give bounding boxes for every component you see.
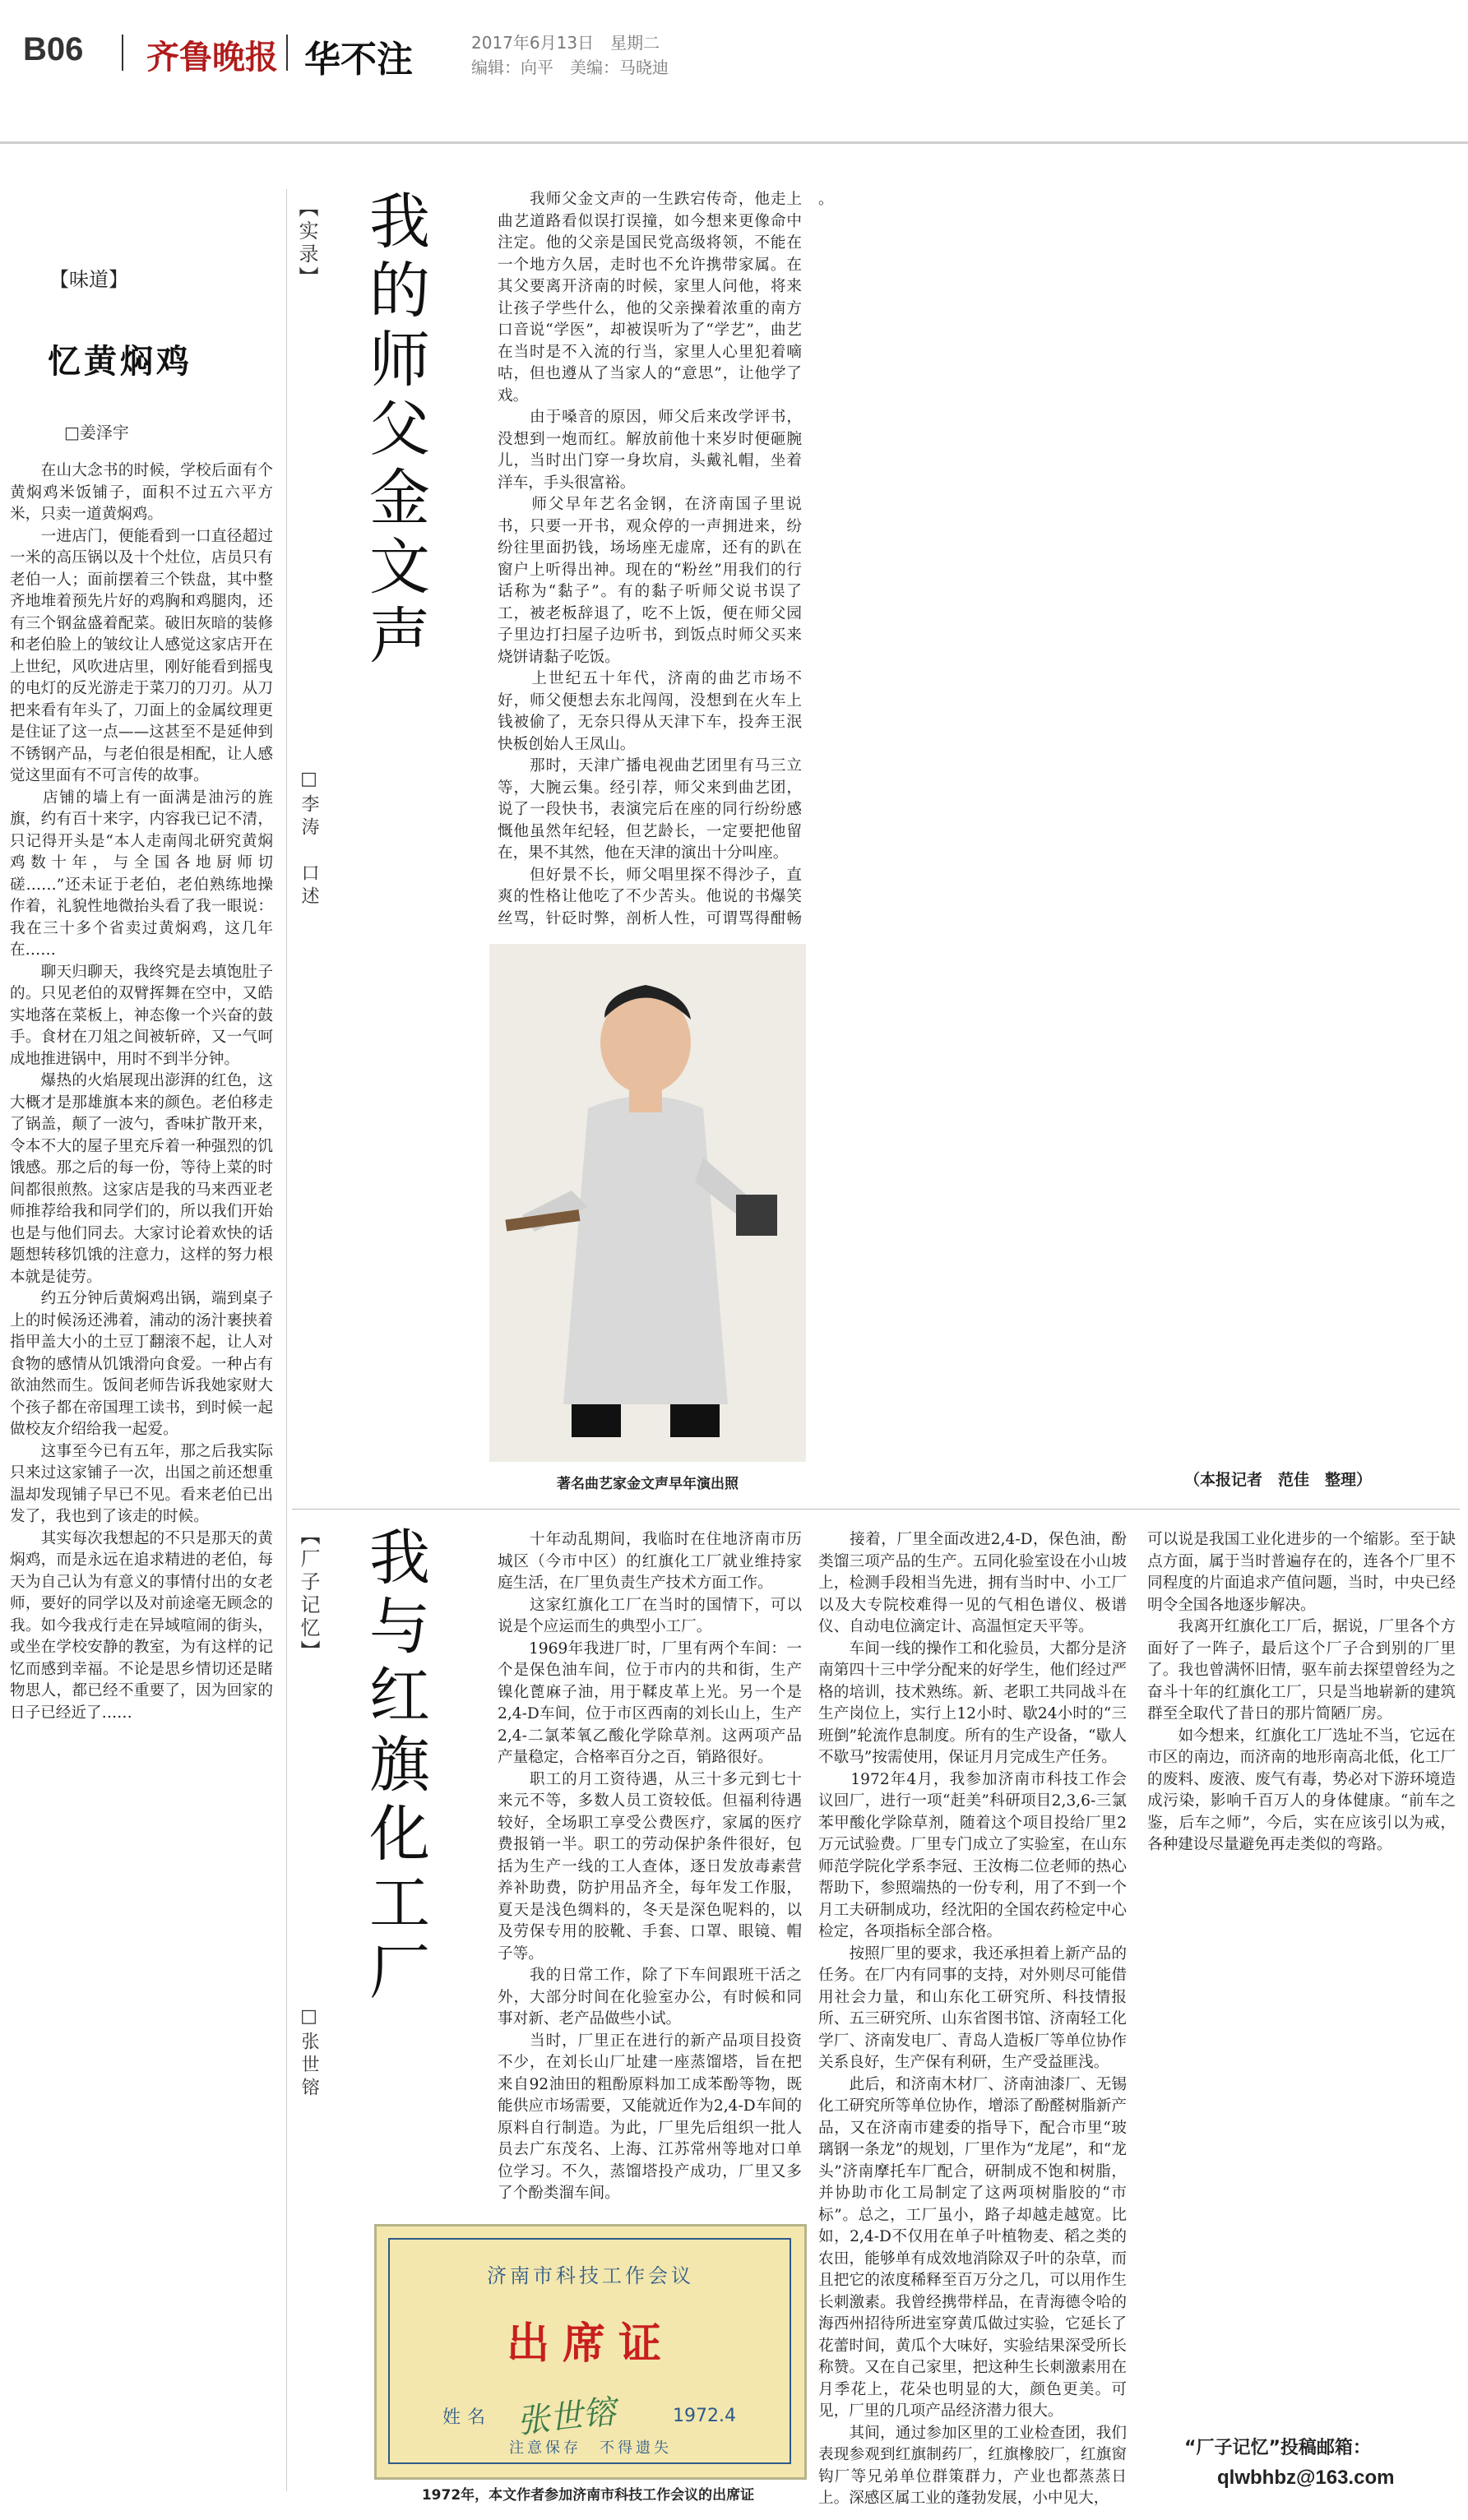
article-body-part: 我师父金文声的一生跌宕传奇，他走上曲艺道路看似误打误撞，如今想来更像命中注定。他的父亲是国民党高级将领，不能在一个地方久居，走时也不允许携带家属。在其父要离开济南的时候，家里人问他，将来让孩子学些什么，他的父亲操着浓重的南方口音说“学医”，却被误听为了“学艺”，曲艺在当时是不入流的行当，家里人心里犯着嘀咕，但也遵从了当家人的“意思”，让他学了戏。 由于嗓音的原因，师父后来改学评书，没想到一炮而红。解放前他十来岁时便砸腕儿，当时出门穿一身坎肩，头戴礼帽，坐着洋车，手头很富裕。 师父早年艺名金钢，在济南国子里说书，只要一开书，观众停的一声拥进来，纷纷往里面扔钱，场场座无虚席，还有的趴在窗户上听得出神。现在的“粉丝”用我们的行话称为“黏子”。有的黏子听师父说书误了工，被老板辞退了，吃不上饭，便在师父园子里边打扫屋子边听书，到饭点时师父买来烧饼请黏子吃饭。 上世纪五十年代，济南的曲艺市场不好，师父便想去东北闯闯，没想到在火车上钱被偷了，无奈只得从天津下车，投奔王泯快板创始人王凤山。 那时，天津广播电视曲艺团里有马三立等，大腕云集。经引荐，师父来到曲艺团，说了一段快书，表演完后在座的同行纷纷感慨他虽然年纪轻，但艺龄长，一定要把他留在，果不其然，他在天津的演出十分叫座。 但好景不长，师父唱里探不得沙子，直爽的性格让他吃了不少苦头。他说的书爆笑丝骂，针砭时弊，剖析人性，可谓骂得酣畅 <box>498 191 802 927</box>
section-title: 华不注 <box>304 39 413 81</box>
page-number: B06 <box>23 31 84 67</box>
submission-email[interactable]: qlwbhbz@163.com <box>1217 2467 1395 2489</box>
submission-label: “厂子记忆”投稿邮箱： <box>1184 2438 1371 2458</box>
article-body-part <box>1147 189 1456 1463</box>
newspaper-logo: 齐鲁晚报 <box>146 38 278 76</box>
performer-photo <box>489 944 806 1462</box>
header-rule <box>0 141 1468 144</box>
attendance-certificate <box>374 2224 807 2480</box>
divider <box>286 35 288 71</box>
section-divider <box>292 1509 1460 1510</box>
certificate-signature: 张世镕 <box>515 2393 618 2442</box>
column-divider <box>286 189 287 2491</box>
date-line: 2017年6月13日 星期二 <box>471 33 660 53</box>
article-author: □张世镕 <box>299 2006 319 2101</box>
column-tag: 【实录】 <box>295 197 318 289</box>
certificate-title: 出席证 <box>506 2319 674 2369</box>
divider <box>122 35 123 71</box>
editor-line: 编辑：向平 美编：马晓迪 <box>471 58 669 77</box>
article-body-part: 可以说是我国工业化进步的一个缩影。至于缺点方面，属于当时普遍存在的，连各个厂里不同程度的片面追求产值问题，当时，中央已经明令全国各地逐步解决。 我离开红旗化工厂后，据说，厂里各个方面好了一阵子，最后这个厂子合到别的厂里了。我也曾满怀旧情，驱车前去探望曾经为之奋斗十年的红旗化工厂，只是当地崭新的建筑群至全取代了昔日的那片简陋厂房。 如今想来，红旗化工厂选址不当，它远在市区的南边，而济南的地形南高北低，化工厂的废料、废液、废气有毒，势必对下游环境造成污染，影响千百万人的身体健康。“前车之鉴，后车之师”，今后，实在应该引以为戒，各种建设尽量避免再走类似的弯路。 <box>1147 1531 1456 1853</box>
certificate-date: 1972.4 <box>673 2406 736 2426</box>
article-title: 我的师父金文声 <box>359 189 430 673</box>
column-tag: 【味道】 <box>49 268 128 291</box>
article-author: □李涛 口述 <box>299 769 319 909</box>
article-title: 忆黄焖鸡 <box>48 343 192 381</box>
editor-signoff: （本报记者 范佳 整理） <box>1184 1471 1373 1489</box>
article-body-part: 十年动乱期间，我临时在住地济南市历城区（今市中区）的红旗化工厂就业维持家庭生活，在厂里负责生产技术方面工作。 这家红旗化工厂在当时的国情下，可以说是个应运而生的典型小工厂。 1969年我进厂时，厂里有两个车间：一个是保色油车间，位于市内的共和街，生产镍化蓖麻子油，用于鞣皮革上光。另一个是2,4-D车间，位于市区西南的刘长山上，生产2,4-二氯苯氧乙酸化学除草剂。这两项产品产量稳定，合格率百分之百，销路很好。 职工的月工资待遇，从三十多元到七十来元不等，多数人员工资较低。但福利待遇较好，全场职工享受公费医疗，家属的医疗费报销一半。职工的劳动保护条件很好，包括为生产一线的工人查体，逐日发放毒素营养补助费，防护用品齐全，每年发工作服，夏天是浅色绸料的，冬天是深色呢料的，以及劳保专用的胶靴、手套、口罩、眼镜、帽子等。 我的日常工作，除了下车间跟班干活之外，大部分时间在化验室办公，有时候和同事对新、老产品做些小试。 当时，厂里正在进行的新产品项目投资不少，在刘长山厂址建一座蒸馏塔，旨在把来自92油田的粗酚原料加工成苯酚等物，既能供应市场需要，又能就近作为2,4-D车间的原料自行制造。为此，厂里先后组织一批人员去广东茂名、上海、江苏常州等地对口单位学习。不久，蒸馏塔投产成功，厂里又多了个酚类溜车间。 <box>498 1531 802 2202</box>
certificate-caption: 1972年，本文作者参加济南市科技工作会议的出席证 <box>421 2487 755 2504</box>
article-body: 在山大念书的时候，学校后面有个黄焖鸡米饭铺子，面积不过五六平方米，只卖一道黄焖鸡。 一进店门，便能看到一口直径超过一米的高压锅以及十个灶位，店员只有老伯一人；面前摆着三个铁盘，其中整齐地堆着预先片好的鸡胸和鸡腿肉，还有三个钢盆盛着配菜。破旧灰暗的装修和老伯脸上的皱纹让人感觉这家店开在上世纪，风吹进店里，刚好能看到摇曳的电灯的反光游走于菜刀的刀刃。从刀把来看有年头了，刀面上的金属纹理更是住证了这一点——这甚至不是延伸到不锈钢产品，与老伯很是相配，让人感觉这里面有不可言传的故事。 店铺的墙上有一面满是油污的旌旗，约有百十来字，内容我已记不清，只记得开头是“本人走南闯北研究黄焖鸡数十年，与全国各地厨师切磋……”还未证于老伯，老伯熟练地操作着，礼貌性地微抬头看了我一眼说：我在三十多个省卖过黄焖鸡，这几年在…… 聊天归聊天，我终究是去填饱肚子的。只见老伯的双臂挥舞在空中，又皓实地落在菜板上，神态像一个兴奋的鼓手。食材在刀俎之间被斩碎，又一气呵成地推进锅中，用时不到半分钟。 爆热的火焰展现出澎湃的红色，这大概才是那雄旗本来的颜色。老伯移走了锅盖，颠了一波勺，香味扩散开来，令本不大的屋子里充斥着一种强烈的饥饿感。那之后的每一份，等待上菜的时间都很煎熬。这家店是我的马来西亚老师推荐给我和同学们的，所以我们开始也是与他们同去。大家讨论着欢快的话题想转移饥饿的注意力，这样的努力根本就是徒劳。 约五分钟后黄焖鸡出锅，端到桌子上的时候汤还沸着，浦动的汤汁裹挟着指甲盖大小的土豆丁翻滚不起，让人对食物的感情从饥饿滑向食爱。一种占有欲油然而生。饭间老师告诉我她家财大个孩子都在帝国理工读书，到时候一起做校友介绍给我一起爱。 这事至今已有五年，那之后我实际只来过这家铺子一次，出国之前还想重温却发现铺子早已不见。看来老伯已出发了，我也到了该走的时候。 其实每次我想起的不只是那天的黄焖鸡，而是永远在追求精进的老伯，每天为自己认为有意义的事情付出的女老师，要好的同学以及对前途毫无顾念的我。如今我戎行走在异域喧闹的街头，或坐在学校安静的教室，为有这样的记忆而感到幸福。不论是思乡情切还是睹物思人，都已经不重要了，因为回家的日子已经近了…… <box>10 462 273 1722</box>
masthead <box>15 23 1454 81</box>
certificate-name-label: 姓名 <box>442 2407 493 2428</box>
photo-caption: 著名曲艺家金文声早年演出照 <box>557 1476 739 1492</box>
article-body-part: 接着，厂里全面改进2,4-D，保色油，酚类馏三项产品的生产。五同化验室设在小山坡上，检测手段相当先进，拥有当时中、小工厂以及大专院校难得一见的气相色谱仪、极谱仪、自动电位滴定计、高温恒定天平等。 车间一线的操作工和化验员，大都分是济南第四十三中学分配来的好学生，他们经过严格的培训，技术熟练。新、老职工共同战斗在生产岗位上，实行上12小时、歇24小时的“三班倒”轮流作息制度。所有的生产设备，“歇人不歇马”按需使用，保证月月完成生产任务。 1972年4月，我参加济南市科技工作会议回厂，进行一项“赶美”科研项目2,3,6-三氯苯甲酸化学除草剂，随着这个项目投给厂里2万元试验费。厂里专门成立了实验室，在山东师范学院化学系李冠、王汝梅二位老师的热心帮助下，参照端热的一份专利，用了不到一个月工夫研制成功，经沈阳的全国农药检定中心检定，各项指标全部合格。 按照厂里的要求，我还承担着上新产品的任务。在厂内有同事的支持，对外则尽可能借用社会力量，和山东化工研究所、科技情报所、五三研究所、山东省图书馆、济南轻工化学厂、济南发电厂、青岛人造板厂等单位协作关系良好，生产保有利研，生产受益匪浅。 此后，和济南木材厂、济南油漆厂、无锡化工研究所等单位协作，增添了酚醛树脂新产品，又在济南市建委的指导下，配合市里“玻璃钢一条龙”的规划，厂里作为“龙尾”，和“龙头”济南摩托车厂配合，研制成不饱和树脂，并协助市化工局制定了这两项树脂胶的“市标”。总之，工厂虽小，路子却越走越宽。比如，2,4-D不仅用在单子叶植物麦、稻之类的农田，能够单有成效地消除双子叶的杂草，而且把它的浓度稀释至百万分之几，可以用作生长刺激素。我曾经携带样品，在青海德令哈的海西州招待所进室穿黄瓜做过实验，它延长了花蕾时间，黄瓜个大味好，实验结果深受所长称赞。又在自己家里，把这种生长刺激素用在月季花上，花朵也明显的大，颜色更美。可见，厂里的几项产品经济潜力很大。 其间，通过参加区里的工业检查团，我们表现参观到红旗制药厂，红旗橡胶厂，红旗窗钩厂等兄弟单位群策群力，产业也都蒸蒸日上。深感区属工业的蓬勃发展，小中见大， <box>818 1531 1127 2507</box>
column-tag: 【厂子记忆】 <box>297 1525 320 1663</box>
article-title: 我与红旗化工厂 <box>359 1525 430 2009</box>
article-body-part: 。 <box>818 191 834 208</box>
article-author: □姜泽宇 <box>64 423 129 442</box>
certificate-org: 济南市科技工作会议 <box>487 2264 694 2287</box>
certificate-footer: 注意保存 不得遗失 <box>509 2439 672 2457</box>
